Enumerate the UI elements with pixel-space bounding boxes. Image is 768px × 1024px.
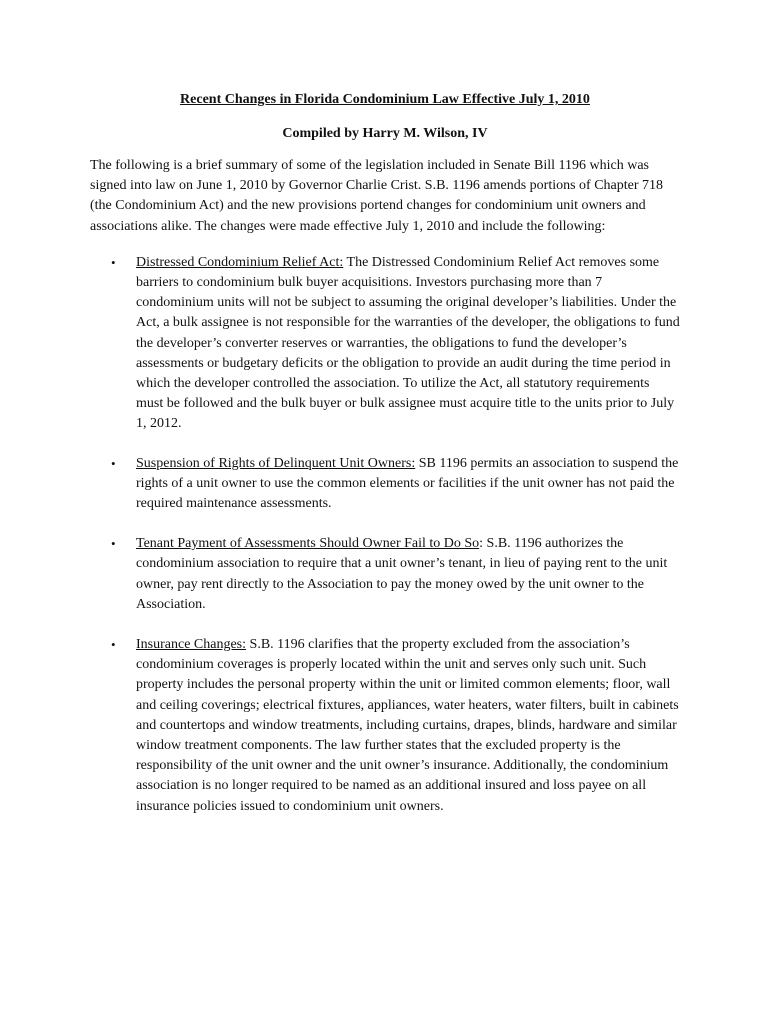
intro-paragraph: The following is a brief summary of some of the legislation included in Senate Bill 1196 which was signed into law on June 1, 2010 by Governor Charlie Crist. S.B. 1196 amends portions of Chapter 718 (the Condominium Act) and the new provisions portend changes for condominium unit owners and associations alike. The changes were made effective July 1, 2010 and include the following:: [90, 158, 664, 234]
item-heading: Insurance Changes:: [136, 637, 247, 653]
document-title: Recent Changes in Florida Condominium Law Effective July 1, 2010: [180, 92, 590, 107]
bullet-icon: •: [111, 254, 116, 270]
changes-list: [90, 253, 680, 817]
item-text: S.B. 1196 clarifies that the property excluded from the association’s condominium coverages is properly located within the unit and serves only such unit. Such property includes the personal property within the unit or limited common elements; floor, wall and ceiling coverings; electrical fixtures, appliances, water heaters, water filters, built in cabinets and countertops and window treatments, including curtains, drapes, blinds, hardware and similar window treatment components. The law further states that the excluded property is the responsibility of the unit owner and the unit owner’s insurance. Additionally, the condominium association is no longer required to be named as an additional insured and loss payee on all insurance policies issued to condominium unit owners.: [136, 637, 679, 814]
document-author: Compiled by Harry M. Wilson, IV: [282, 126, 488, 141]
list-item: [90, 635, 680, 817]
list-item: [90, 534, 680, 615]
item-heading: Distressed Condominium Relief Act:: [136, 254, 344, 270]
document-page: [90, 90, 680, 817]
list-item: [90, 454, 680, 515]
item-heading: Suspension of Rights of Delinquent Unit Owners:: [136, 455, 416, 471]
item-text: : S.B. 1196 authorizes the condominium association to require that a unit owner’s tenant, in lieu of paying rent to the unit owner, pay rent directly to the Association to pay the money owed by the unit owner to the Association.: [136, 536, 668, 612]
bullet-icon: •: [111, 637, 116, 653]
item-text: The Distressed Condominium Relief Act removes some barriers to condominium bulk buyer acquisitions. Investors purchasing more than 7 condominium units will not be subject to assuming the original developer’s liabilities. Under the Act, a bulk assignee is not responsible for the warranties of the developer, the obligations to fund the developer’s converter reserves or warranties, the obligations to fund the developer’s assessments or budgetary deficits or the obligation to provide an audit during the time period in which the developer controlled the association. To utilize the Act, all statutory requirements must be followed and the bulk buyer or bulk assignee must acquire title to the units prior to July 1, 2012.: [136, 254, 680, 432]
bullet-icon: •: [111, 536, 116, 552]
list-item: [90, 253, 680, 435]
bullet-icon: •: [111, 455, 116, 471]
item-heading: Tenant Payment of Assessments Should Owner Fail to Do So: [136, 536, 480, 552]
item-text: SB 1196 permits an association to suspend the rights of a unit owner to use the common elements or facilities if the unit owner has not paid the required maintenance assessments.: [136, 455, 679, 512]
